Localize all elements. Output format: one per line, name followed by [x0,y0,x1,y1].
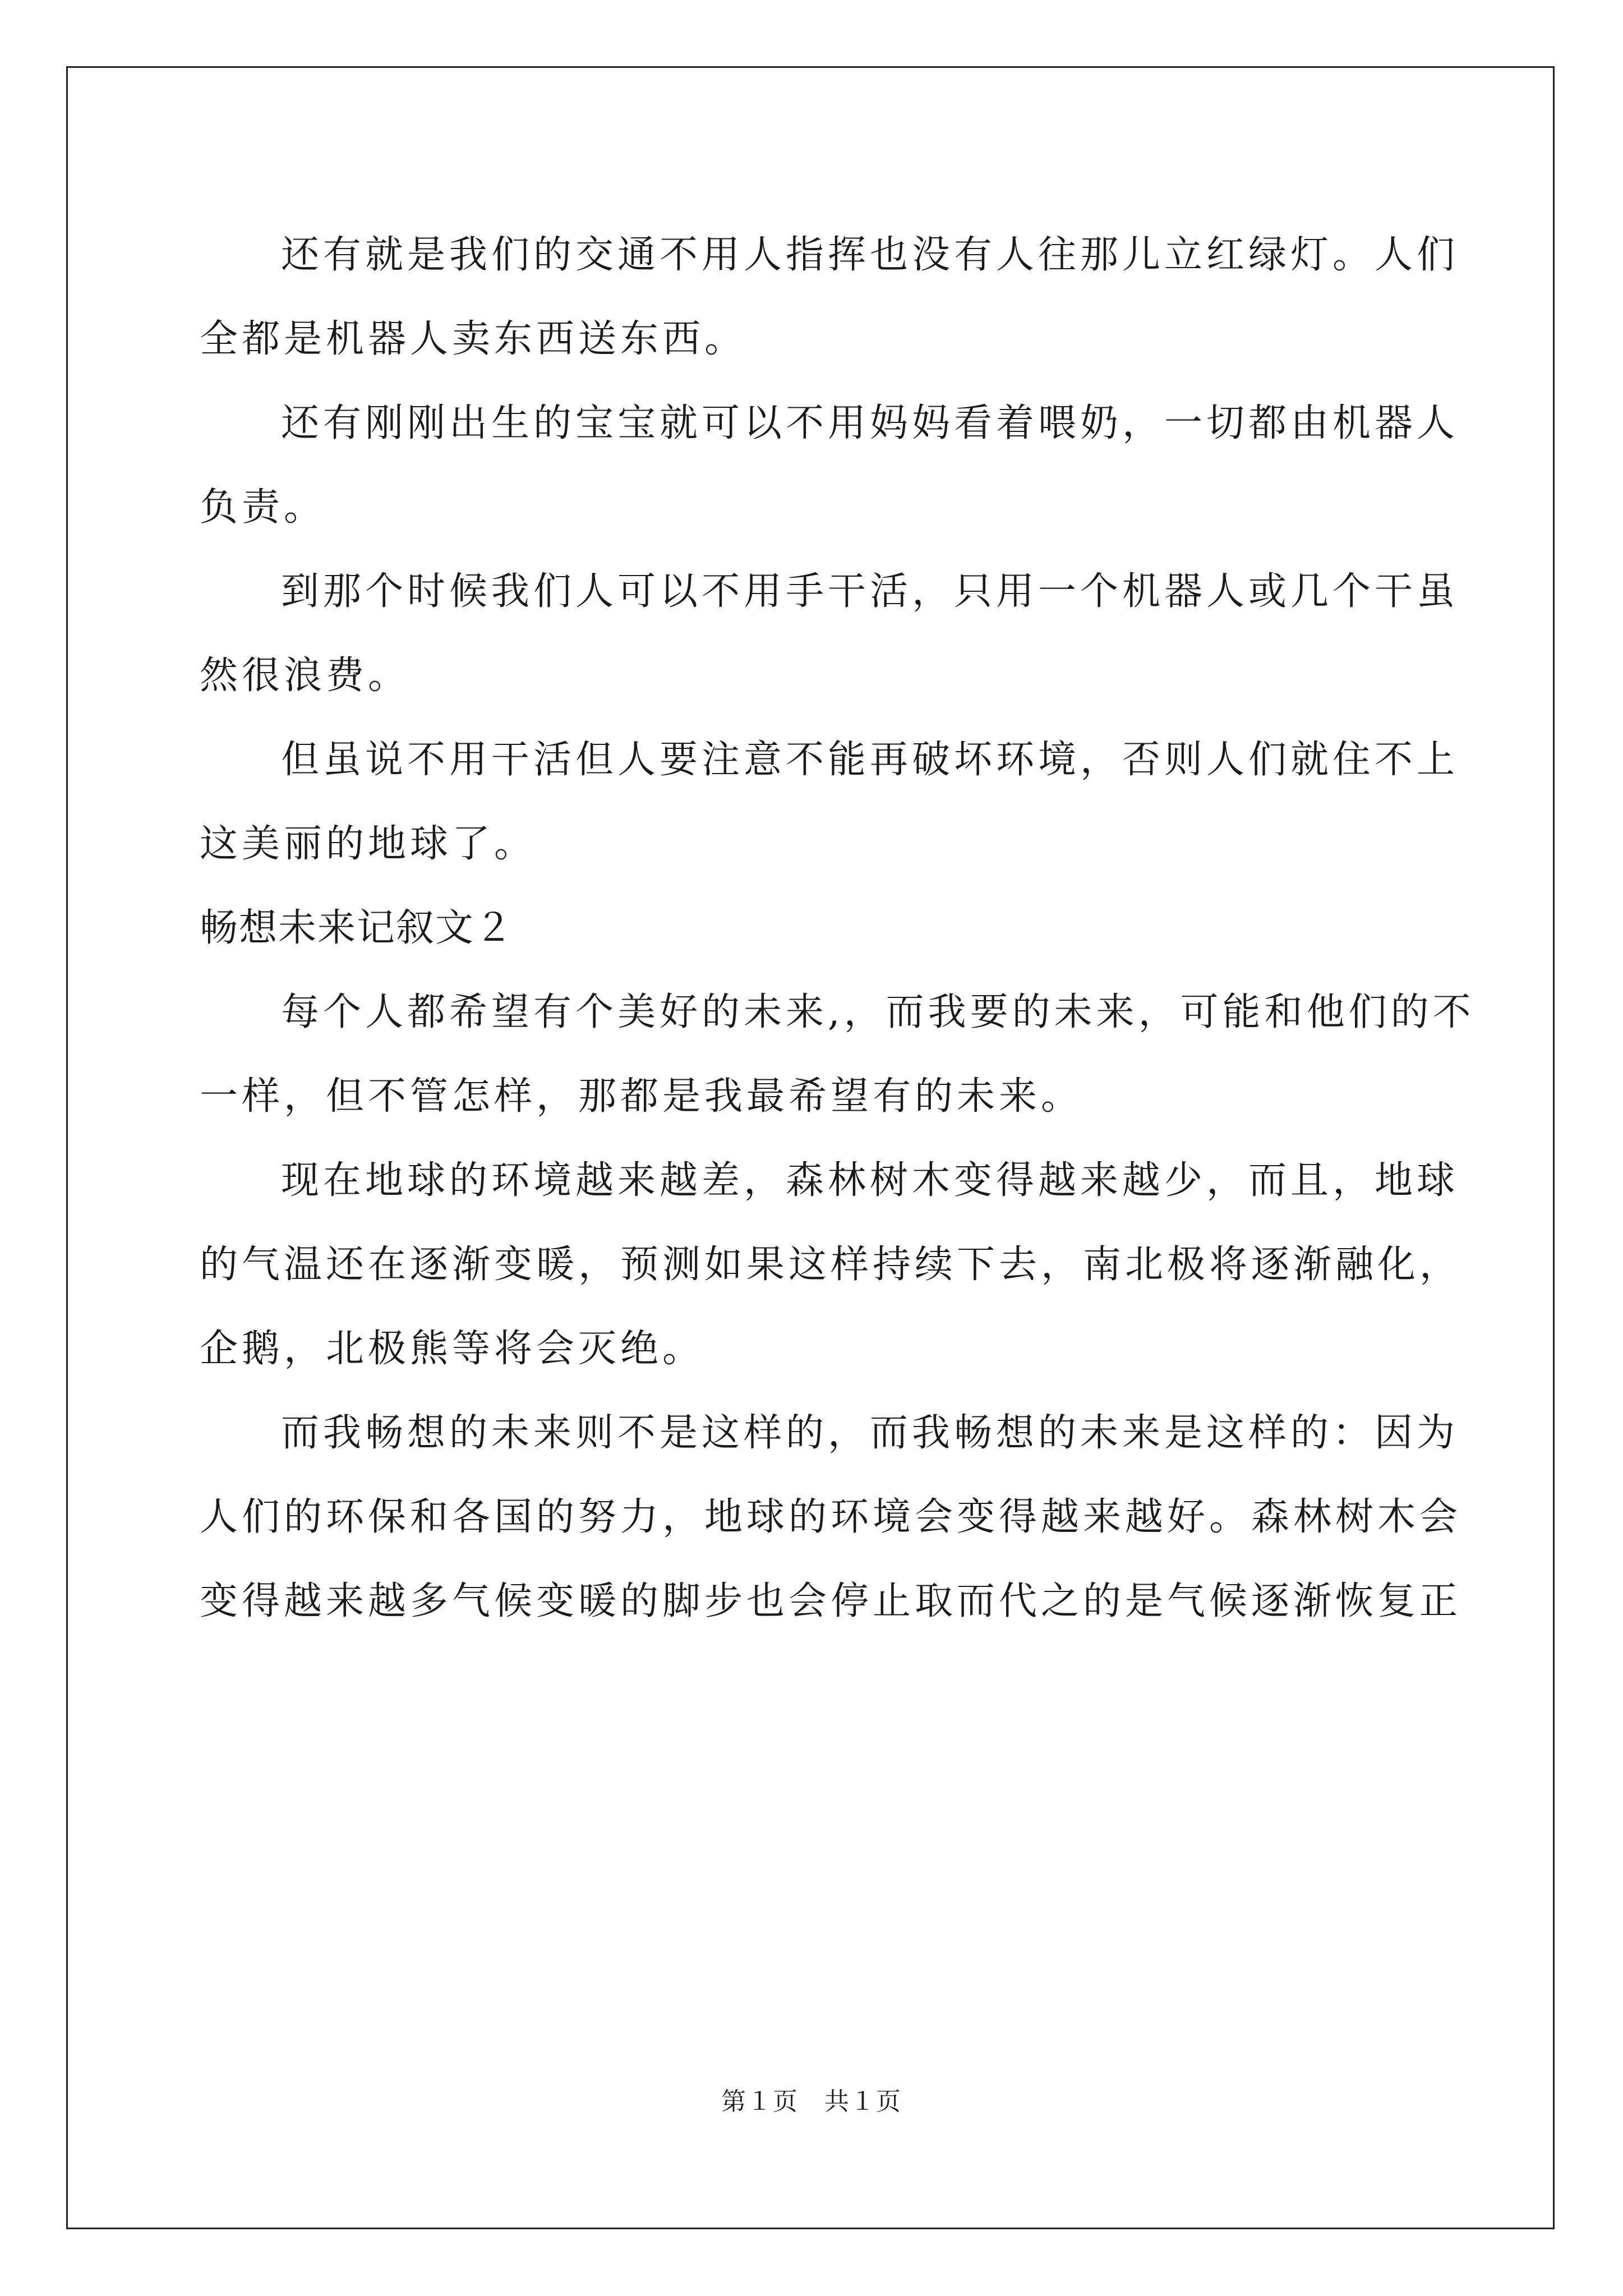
text-line: 还有刚刚出生的宝宝就可以不用妈妈看着喂奶，一切都由机器人 [281,401,1459,445]
text-line: 一样，但不管怎样，那都是我最希望有的未来。 [200,1074,1083,1119]
section-heading: 畅想未来记叙文２ [200,906,514,950]
text-line: 人们的环保和各国的努力，地球的环境会变得越来越好。森林树木会 [200,1495,1462,1539]
text-line: 这美丽的地球了。 [200,822,537,866]
document-body [200,213,1475,1644]
text-line: 然很浪费。 [200,654,411,698]
page-number-footer: 第１页 共１页 [721,2087,902,2116]
text-line: 到那个时候我们人可以不用手干活，只用一个机器人或几个干虽 [281,569,1459,614]
text-line: 而我畅想的未来则不是这样的，而我畅想的未来是这样的：因为 [281,1411,1459,1455]
text-line: 变得越来越多气候变暖的脚步也会停止取而代之的是气候逐渐恢复正 [200,1579,1462,1623]
text-line: 但虽说不用干活但人要注意不能再破坏环境，否则人们就住不上 [281,738,1459,782]
text-line: 每个人都希望有个美好的未来,，而我要的未来，可能和他们的不 [281,990,1475,1034]
text-line: 全都是机器人卖东西送东西。 [200,317,747,361]
text-line: 还有就是我们的交通不用人指挥也没有人往那儿立红绿灯。人们 [281,233,1459,277]
text-line: 现在地球的环境越来越差，森林树木变得越来越少，而且，地球 [281,1158,1459,1203]
text-line: 的气温还在逐渐变暖，预测如果这样持续下去，南北极将逐渐融化， [200,1243,1462,1287]
text-line: 负责。 [200,485,326,530]
text-line: 企鹅，北极熊等将会灭绝。 [200,1327,705,1371]
